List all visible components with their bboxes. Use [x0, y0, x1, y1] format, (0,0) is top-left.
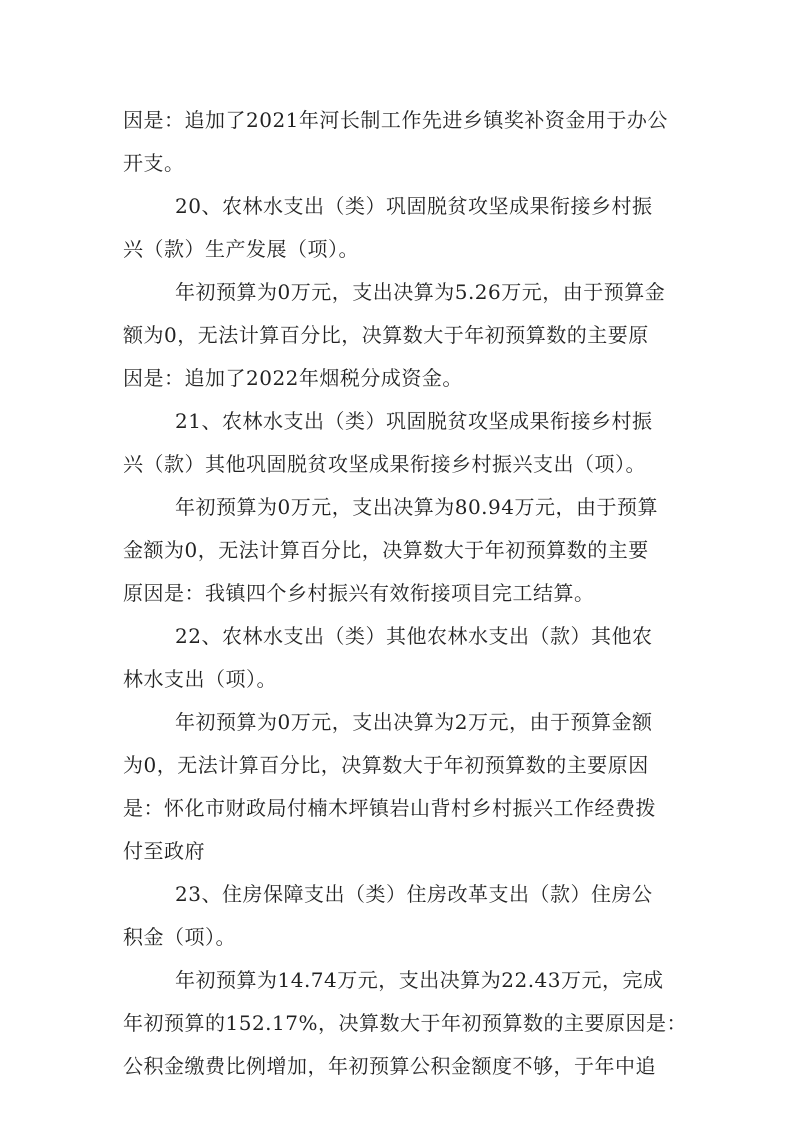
- item-heading-line: 21、农林水支出（类）巩固脱贫攻坚成果衔接乡村振: [175, 409, 653, 433]
- item-heading-line: 20、农林水支出（类）巩固脱贫攻坚成果衔接乡村振: [175, 194, 653, 218]
- body-text-line: 因是：追加了2022年烟税分成资金。: [123, 366, 463, 390]
- body-text-line: 年初预算为0万元，支出决算为80.94万元，由于预算: [175, 495, 658, 519]
- item-heading-line: 兴（款）其他巩固脱贫攻坚成果衔接乡村振兴支出（项）。: [123, 452, 646, 476]
- body-text-line: 年初预算为14.74万元，支出决算为22.43万元，完成: [175, 968, 664, 992]
- body-text-line: 是：怀化市财政局付楠木坪镇岩山背村乡村振兴工作经费拨: [123, 796, 656, 820]
- body-text-line: 因是：追加了2021年河长制工作先进乡镇奖补资金用于办公: [123, 108, 668, 132]
- body-text-line: 公积金缴费比例增加，年初预算公积金额度不够，于年中追: [123, 1054, 656, 1078]
- item-heading-line: 积金（项）。: [123, 925, 236, 949]
- item-heading-line: 林水支出（项）。: [123, 667, 277, 691]
- item-heading-line: 23、住房保障支出（类）住房改革支出（款）住房公: [175, 882, 653, 906]
- body-text-line: 年初预算的152.17%，决算数大于年初预算数的主要原因是：: [123, 1011, 687, 1035]
- item-heading-line: 22、农林水支出（类）其他农林水支出（款）其他农: [175, 624, 653, 648]
- body-text-line: 为0，无法计算百分比，决算数大于年初预算数的主要原因: [123, 753, 649, 777]
- body-text-line: 额为0，无法计算百分比，决算数大于年初预算数的主要原: [123, 323, 649, 347]
- body-text-line: 付至政府: [123, 839, 205, 863]
- body-text-line: 开支。: [123, 151, 185, 175]
- body-text-line: 年初预算为0万元，支出决算为2万元，由于预算金额: [175, 710, 653, 734]
- body-text-line: 原因是：我镇四个乡村振兴有效衔接项目完工结算。: [123, 581, 595, 605]
- body-text-line: 年初预算为0万元，支出决算为5.26万元，由于预算金: [175, 280, 666, 304]
- item-heading-line: 兴（款）生产发展（项）。: [123, 237, 359, 261]
- body-text-line: 金额为0，无法计算百分比，决算数大于年初预算数的主要: [123, 538, 649, 562]
